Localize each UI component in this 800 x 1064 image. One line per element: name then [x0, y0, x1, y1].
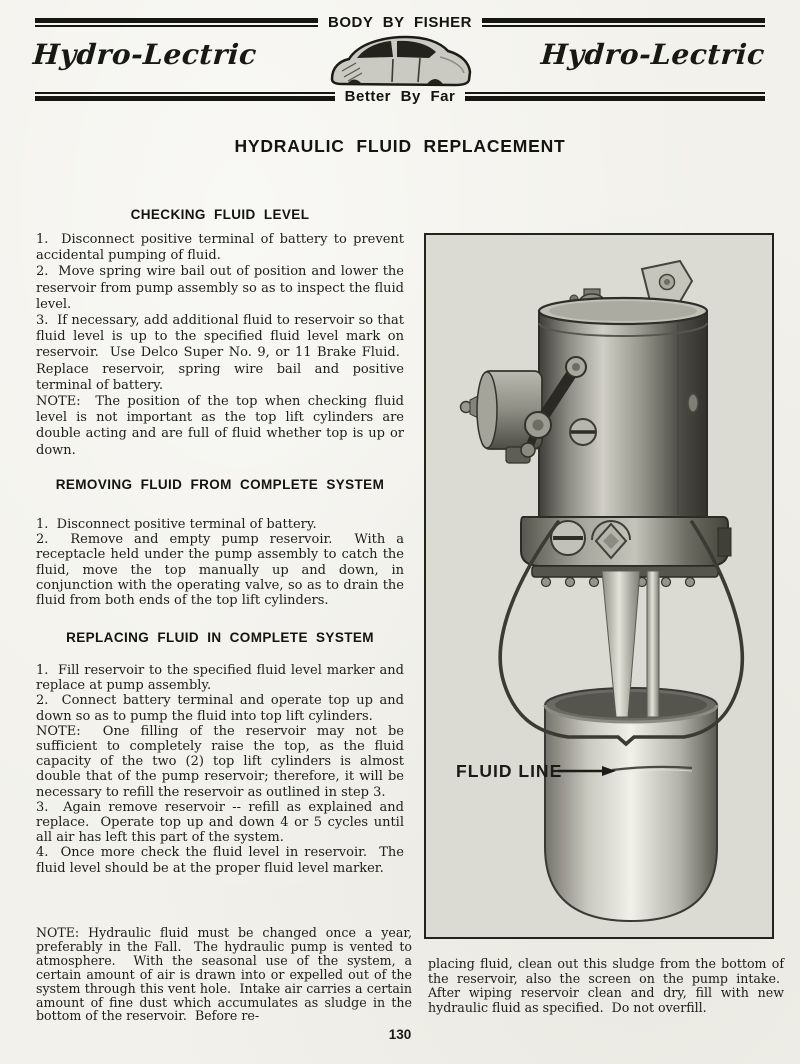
page-title: HYDRAULIC FLUID REPLACEMENT: [234, 136, 566, 156]
section-heading-removing: REMOVING FLUID FROM COMPLETE SYSTEM: [55, 477, 385, 492]
step-paragraph: 4. Once more check the fluid level in reservoir. The fluid level should be at the proper fluid level marker.: [36, 845, 404, 876]
note-paragraph: NOTE: One filling of the reservoir may not be sufficient to completely raise the top, as the fluid capacity of the two (2) top lift cylinders is almost double that of the pump reservoir; therefore, it will be necessary to refill the reservoir as outlined in step 3.: [36, 723, 404, 800]
brand-title: BODY BY FISHER: [328, 14, 472, 31]
fluid-line-label: FLUID LINE: [456, 761, 563, 781]
replacing-steps: [36, 663, 404, 876]
note-paragraph: NOTE: Hydraulic fluid must be changed once a year, preferably in the Fall. The hydraulic pump is vented to atmosphere. With the seasonal use of the system, a certain amount of air is drawn into or expelled out of the system through this vent hole. Intake air carries a certain amount of fine dust which accumulates as sludge in the bottom of the reservoir. Before re-: [36, 925, 412, 1024]
checking-steps: [36, 232, 404, 394]
rule-segment: [35, 92, 335, 101]
page-number: 130: [388, 1027, 412, 1042]
pump-illustration: [426, 235, 772, 937]
hydro-lectric-script-left: Hydro-Lectric: [31, 38, 258, 71]
brand-tagline: Better By Far: [344, 88, 456, 105]
step-paragraph: 1. Disconnect positive terminal of battery.: [36, 517, 317, 532]
footnote-right: [428, 957, 784, 1015]
checking-note: [36, 394, 404, 459]
note-paragraph: placing fluid, clean out this sludge from the bottom of the reservoir, also the screen on the pump intake. After wiping reservoir clean and dry, fill with new hydraulic fluid as specified. Do not overfill.: [428, 956, 784, 1015]
section-heading-checking: CHECKING FLUID LEVEL: [130, 207, 310, 222]
footnote-left: [36, 926, 412, 1023]
step-paragraph: 1. Fill reservoir to the specified fluid level marker and replace at pump assembly.: [36, 663, 404, 694]
note-paragraph: NOTE: The position of the top when checking fluid level is not important as the top lift cylinders are double acting and are full of fluid whether top is up or down.: [36, 394, 404, 458]
rule-segment: [465, 92, 765, 101]
pump-figure: [424, 233, 774, 939]
rule-segment: [482, 18, 765, 27]
hydro-lectric-script-right: Hydro-Lectric: [540, 38, 767, 71]
rule-segment: [35, 18, 318, 27]
removing-steps: [36, 517, 404, 608]
step-paragraph: 2. Connect battery terminal and operate top up and down so as to pump the fluid into top lift cylinders.: [36, 693, 404, 724]
step-paragraph: 1. Disconnect positive terminal of battery to prevent accidental pumping of fluid.: [36, 232, 404, 264]
section-heading-replacing: REPLACING FLUID IN COMPLETE SYSTEM: [66, 630, 374, 645]
step-paragraph: 2. Move spring wire bail out of position and lower the reservoir from pump assembly so as to inspect the fluid level.: [36, 264, 404, 312]
step-paragraph: 3. If necessary, add additional fluid to reservoir so that fluid level is up to the specified fluid level mark on reservoir. Use Delco Super No. 9, or 11 Brake Fluid. Replace reservoir, spring wire bail and positive terminal of battery.: [36, 313, 404, 393]
car-body-icon: [322, 27, 476, 97]
step-paragraph: 3. Again remove reservoir -- refill as explained and replace. Operate top up and down 4 or 5 cycles until all air has left this part of the system.: [36, 799, 404, 846]
header-bottom-rule: [35, 88, 765, 105]
step-paragraph: 2. Remove and empty pump reservoir. With a receptacle held under the pump assembly to catch the fluid, move the top manually up and down, in conjunction with the operating valve, so as to drain the fluid from both ends of the top lift cylinders.: [36, 532, 404, 609]
